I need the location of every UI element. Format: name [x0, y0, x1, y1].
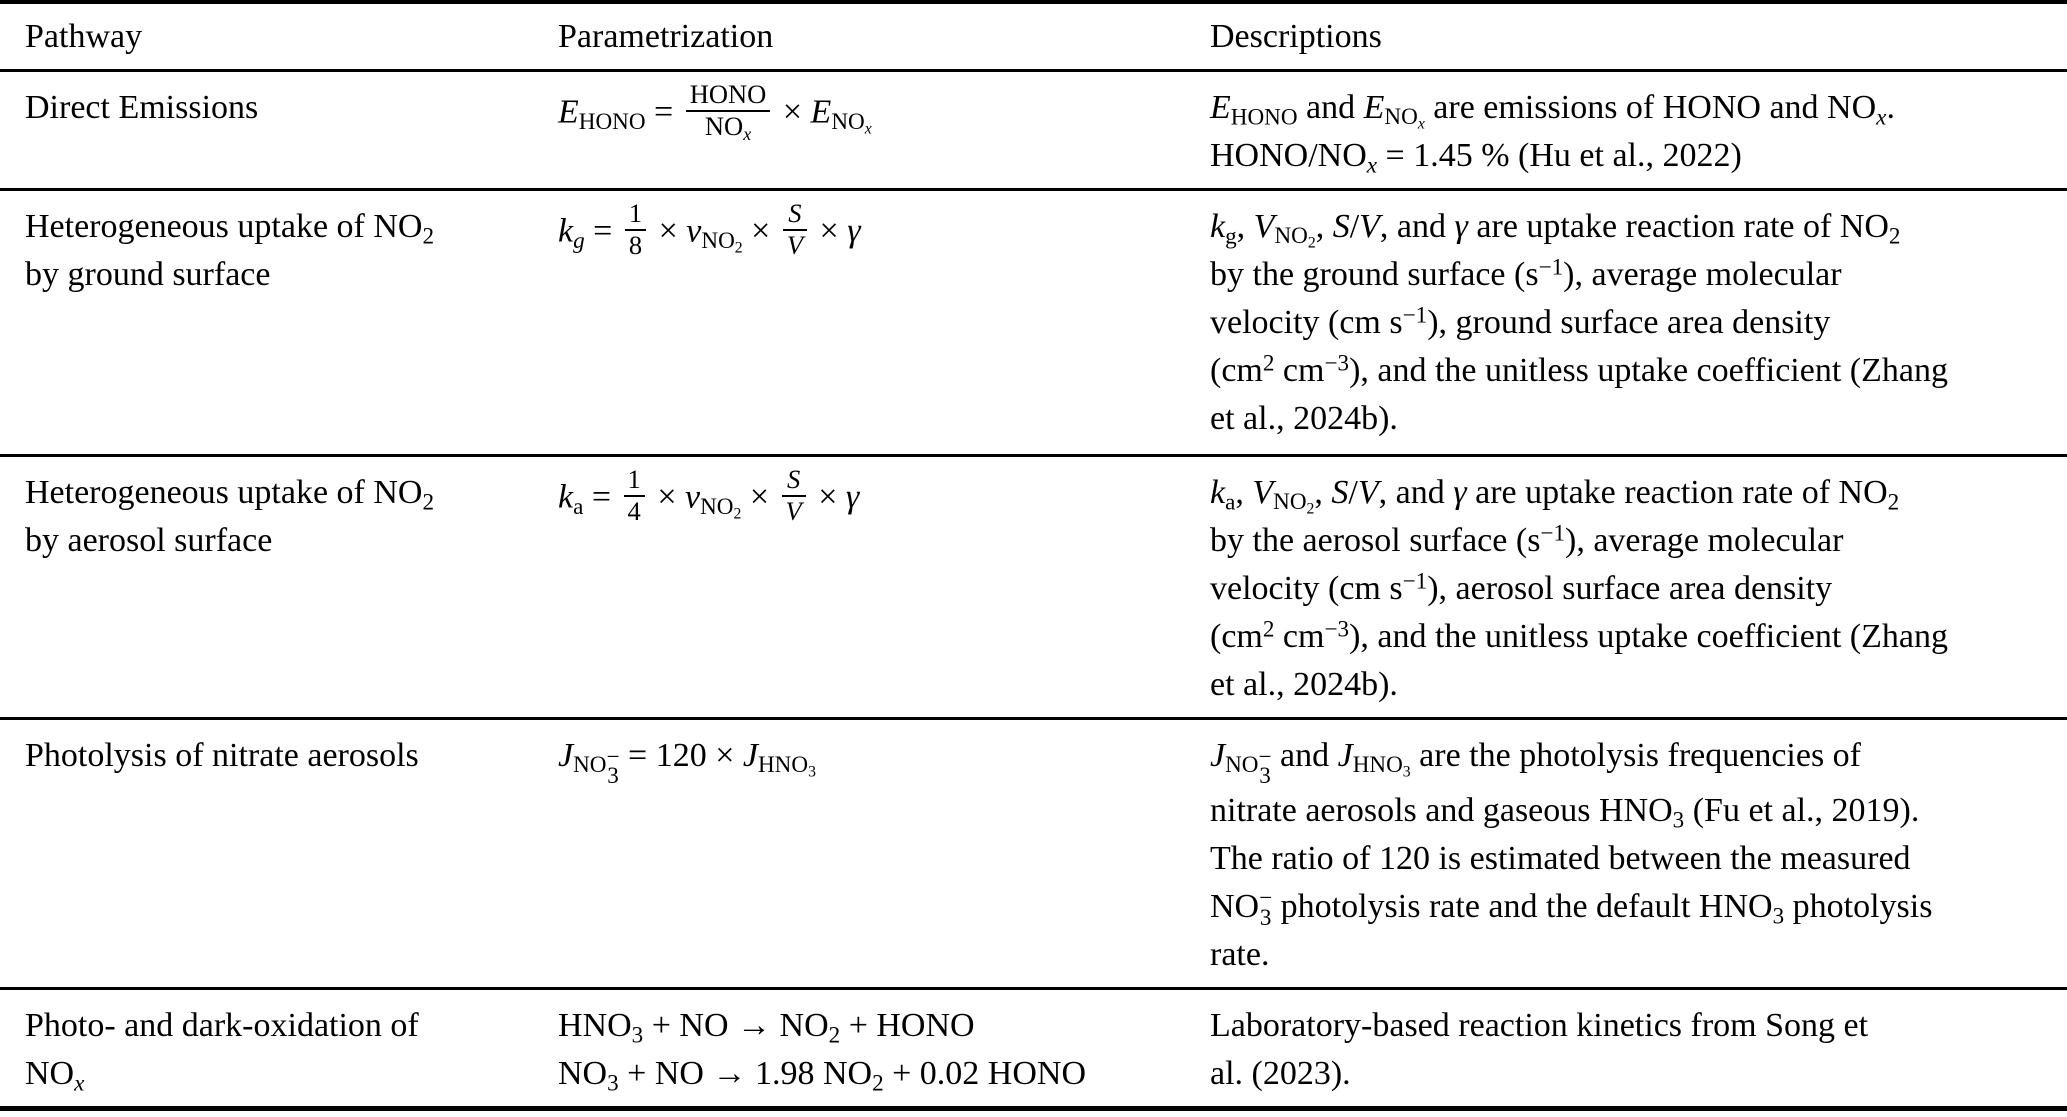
description-cell: Laboratory-based reaction kinetics from Song et al. (2023).	[1210, 1006, 1869, 1092]
parametrization-cell: kg = $\frac{1}{8}$ × vNO2 × $\frac{S}{V}$ × γ	[558, 197, 861, 260]
description-cell: ka, VNO2, S/V, and γ are uptake reaction rate of NO2 by the aerosol surface $(s^{-1})$, average molecular velocity (cm $s^{-1}$), aerosol surface area density ($cm^2$ $cm^{-3}$), and the unitless uptake coefficient (Zhang et al., 2024b).	[1210, 474, 1948, 703]
pathway-cell: Photo- and dark-oxidation of NOx	[25, 1006, 419, 1097]
pathway-cell: Heterogeneous uptake of NO2 by ground surface	[25, 208, 435, 293]
pathway-cell: Heterogeneous uptake of NO2 by aerosol surface	[25, 474, 435, 559]
table-row-direct-emissions	[0, 72, 2067, 191]
table-row-heterogeneous-uptake-aerosol	[0, 457, 2067, 720]
parametrization-cell: ka = $\frac{1}{4}$ × vNO2 × $\frac{S}{V}$ × γ	[558, 463, 860, 526]
table-row-nitrate-photolysis	[0, 720, 2067, 990]
column-header-pathway: Pathway	[25, 18, 143, 55]
pathway-cell: Direct Emissions	[25, 89, 259, 126]
table-row-heterogeneous-uptake-ground	[0, 191, 2067, 457]
parametrization-cell: HNO3 + NO → NO2 + HONO NO3 + NO → 1.98 NO2 + 0.02 HONO	[558, 1006, 1087, 1097]
column-header-parametrization: Parametrization	[558, 18, 774, 55]
column-header-descriptions: Descriptions	[1210, 18, 1382, 55]
description-cell: kg, VNO2, S/V, and γ are uptake reaction rate of NO2 by the ground surface $(s^{-1})$, average molecular velocity (cm $s^{-1}$), ground surface area density ($cm^2$ $cm^{-3}$), and the unitless uptake coefficient (Zhang et al., 2024b).	[1210, 208, 1948, 437]
pathway-cell: Photolysis of nitrate aerosols	[25, 737, 419, 774]
parametrization-cell: JNO − 3 = 120 × JHNO3	[558, 737, 816, 790]
table-row-nox-oxidation	[0, 990, 2067, 1106]
parametrization-cell: EHONO = $\frac{\text{HONO}}{\text{NOx}}$ × ENOx	[558, 78, 872, 144]
table-header-row	[0, 4, 2067, 72]
description-cell: JNO − 3 and JHNO3 are the photolysis frequencies of nitrate aerosols and gaseous HNO3 (Fu et al., 2019). The ratio of 120 is estimated between the measured NO − 3 photolysis rate and the default HNO3 photolysis rate.	[1210, 737, 1933, 973]
description-cell: EHONO and ENOx are emissions of HONO and NOx. HONO/NOx = 1.45 % (Hu et al., 2022)	[1210, 89, 1895, 179]
